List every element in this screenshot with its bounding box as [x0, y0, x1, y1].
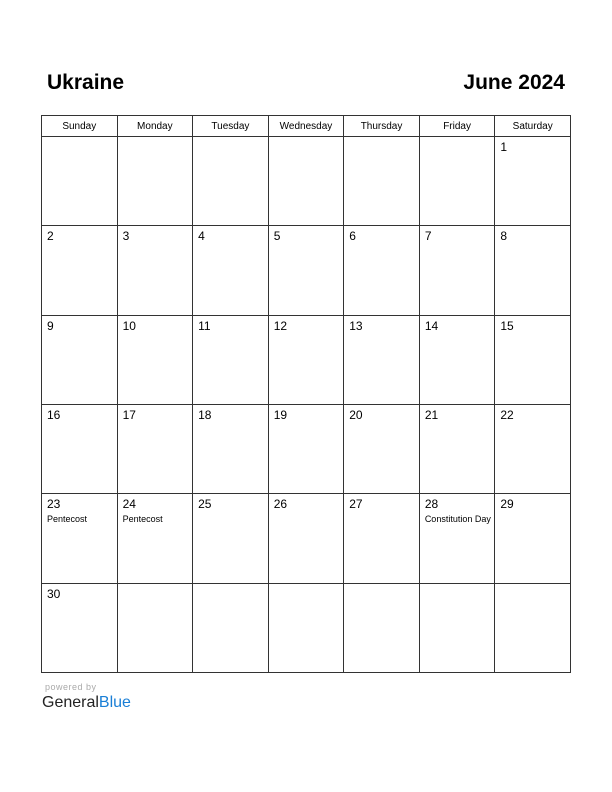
day-number: 9 [47, 318, 54, 333]
day-cell [419, 137, 495, 226]
day-cell [193, 226, 269, 315]
day-cell [419, 315, 495, 404]
day-number [193, 584, 268, 588]
week-row [42, 226, 571, 315]
day-number: 20 [349, 407, 363, 422]
powered-by-text: powered by [45, 682, 97, 692]
day-cell [268, 315, 344, 404]
weekday-monday: Monday [117, 116, 193, 137]
day-number: 18 [198, 407, 212, 422]
day-number: 6 [349, 229, 356, 244]
day-number: 5 [273, 229, 281, 244]
generalblue-logo[interactable] [42, 694, 131, 712]
day-cell [117, 226, 193, 315]
day-number [344, 584, 419, 588]
day-cell [419, 583, 495, 672]
day-number: 7 [424, 229, 432, 244]
logo-blue: Blue [98, 694, 131, 711]
day-number: 21 [424, 407, 439, 422]
day-cell [117, 315, 193, 404]
day-cell [495, 226, 571, 315]
day-cell [117, 583, 193, 672]
day-number: 2 [47, 229, 54, 244]
day-number [495, 584, 570, 588]
day-cell [193, 315, 269, 404]
day-cell [193, 404, 269, 493]
day-cell [42, 494, 118, 583]
week-row [42, 583, 571, 672]
weekday-friday: Friday [419, 116, 495, 137]
day-number [420, 584, 495, 588]
day-number: 4 [198, 229, 205, 244]
day-number: 23 [47, 497, 61, 512]
day-cell [344, 137, 420, 226]
day-cell [495, 315, 571, 404]
holiday-label: Pentecost [122, 514, 163, 525]
week-row [42, 137, 571, 226]
day-number: 28 [424, 497, 439, 512]
day-number [193, 137, 268, 141]
day-number: 27 [349, 497, 363, 512]
week-row [42, 494, 571, 583]
day-number: 14 [424, 318, 439, 333]
calendar-grid [41, 115, 571, 673]
day-number: 10 [122, 318, 136, 333]
day-number: 16 [47, 407, 61, 422]
weekday-wednesday: Wednesday [268, 116, 344, 137]
holiday-label: Constitution Day [424, 514, 491, 525]
country-title: Ukraine [47, 71, 125, 94]
day-number [42, 137, 117, 141]
day-number [118, 584, 193, 588]
day-cell [117, 404, 193, 493]
day-cell [42, 315, 118, 404]
day-cell [419, 494, 495, 583]
day-number: 13 [349, 318, 363, 333]
day-cell [193, 583, 269, 672]
holiday-label: Pentecost [47, 514, 88, 525]
day-number: 15 [500, 318, 514, 333]
day-cell [42, 583, 118, 672]
day-cell [344, 494, 420, 583]
day-cell [344, 404, 420, 493]
day-number: 25 [198, 497, 212, 512]
day-cell [193, 494, 269, 583]
day-number: 26 [273, 497, 288, 512]
day-cell [344, 583, 420, 672]
month-year-title: June 2024 [463, 71, 565, 94]
day-number [269, 137, 344, 141]
day-cell [193, 137, 269, 226]
day-cell [268, 583, 344, 672]
day-cell [495, 583, 571, 672]
day-number [344, 137, 419, 141]
day-cell [268, 226, 344, 315]
weekday-sunday: Sunday [42, 116, 118, 137]
day-cell [268, 137, 344, 226]
day-number [269, 584, 344, 588]
day-number: 12 [273, 318, 288, 333]
day-cell [495, 137, 571, 226]
day-cell [42, 226, 118, 315]
day-cell [495, 494, 571, 583]
day-cell [117, 494, 193, 583]
day-number: 1 [500, 140, 508, 154]
weekday-saturday: Saturday [495, 116, 571, 137]
week-row [42, 315, 571, 404]
day-number: 29 [500, 497, 514, 512]
day-number: 30 [47, 586, 61, 601]
day-cell [42, 404, 118, 493]
day-number [118, 137, 193, 141]
day-number: 17 [122, 407, 136, 422]
day-number: 8 [500, 229, 508, 244]
day-cell [268, 404, 344, 493]
day-number: 3 [122, 229, 130, 244]
day-number: 22 [500, 407, 514, 422]
day-cell [117, 137, 193, 226]
day-number: 19 [273, 407, 288, 422]
day-cell [344, 226, 420, 315]
day-number [420, 137, 495, 141]
day-cell [419, 226, 495, 315]
weekday-tuesday: Tuesday [193, 116, 269, 137]
week-row [42, 404, 571, 493]
day-cell [495, 404, 571, 493]
weekday-header-row [42, 116, 571, 137]
day-cell [42, 137, 118, 226]
day-number: 11 [198, 318, 211, 333]
day-number: 24 [122, 497, 136, 512]
day-cell [344, 315, 420, 404]
day-cell [268, 494, 344, 583]
day-cell [419, 404, 495, 493]
weekday-thursday: Thursday [344, 116, 420, 137]
logo-general: General [42, 694, 99, 711]
